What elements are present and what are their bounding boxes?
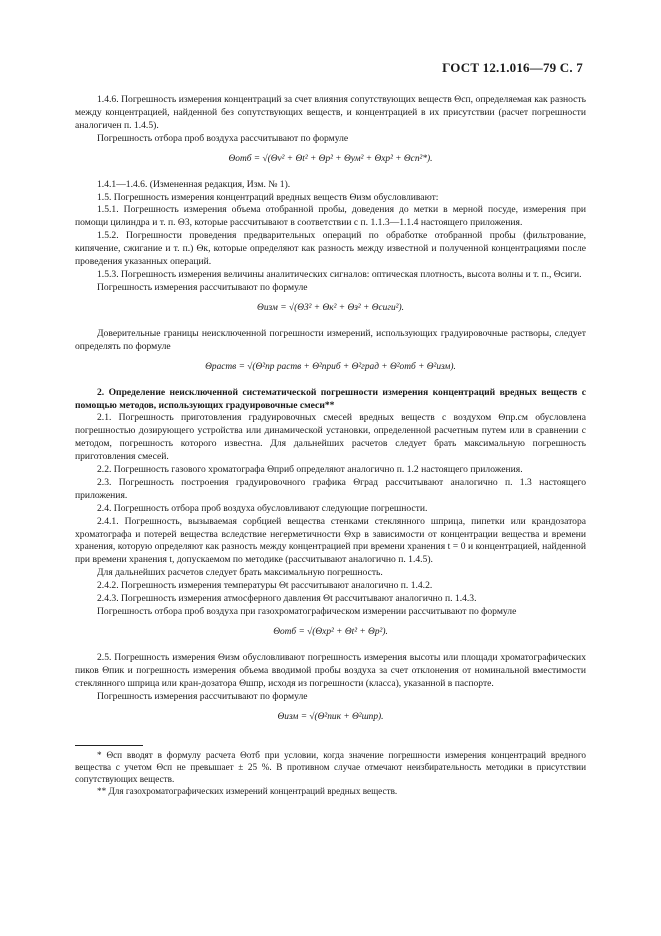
formula-solution-error: Θраств = √(Θ²пр раств + Θ²приб + Θ²град + Θ²отб + Θ²изм).	[205, 361, 456, 372]
section-2-heading: 2. Определение неисключенной систематической погрешности измерения концентраций вредных веществ с помощью методов, использующих градуировочные смеси**	[75, 386, 586, 411]
para-2-4-2: 2.4.2. Погрешность измерения температуры Θt рассчитывают аналогично п. 1.4.2.	[97, 580, 433, 592]
formula-gc-measurement-error: Θизм = √(Θ²пик + Θ²шпр).	[277, 711, 384, 722]
formula-gc-sampling-error: Θотб = √(Θхр² + Θt² + Θр²).	[273, 626, 388, 637]
footnote-2: ** Для газохроматографических измерений концентраций вредных веществ.	[97, 786, 398, 797]
para-2-4-1: 2.4.1. Погрешность, вызываемая сорбцией вещества стенками стеклянного шприца, пипетки или крандозатора хроматографа и потерей вещества вследствие негерметичности Θхр в зависимости от концентрации вещества и времени хранения, которую определяют как разность между концентрацией при времени хранения t = 0 и концентрацией, найденной при времени хранения t, допускаемом по методике (рассчитывают аналогично п. 1.4.5).	[75, 515, 586, 566]
para-sampling-formula-intro: Погрешность отбора проб воздуха рассчитывают по формуле	[97, 132, 349, 144]
para-2-1: 2.1. Погрешность приготовления градуировочных смесей вредных веществ с воздухом Θпр.см обусловлена погрешностью дозирующего устройства или динамической установки, определенной расчетным путем или в сравнении с методом, погрешность которого известна. Для дальнейших расчетов следует брать максимальную погрешность приготовления смесей.	[75, 412, 586, 463]
para-confidence-bounds: Доверительные границы неисключенной погрешности измерений, использующих градуировочные растворы, следует определять по формуле	[75, 327, 586, 352]
para-measure-formula-intro-2: Погрешность измерения рассчитывают по формуле	[97, 690, 308, 702]
footnote-separator	[75, 745, 143, 746]
para-2-4: 2.4. Погрешность отбора проб воздуха обусловливают следующие погрешности.	[97, 502, 428, 514]
footnote-1: * Θсп вводят в формулу расчета Θотб при условии, когда значение погрешности измерения концентраций вредного вещества с учетом Θсп не превышает ± 25 %. В противном случае отмечают неизбирательность методики в присутствии сопутствующих веществ.	[75, 749, 586, 784]
footnotes	[75, 749, 586, 798]
para-2-2: 2.2. Погрешность газового хроматографа Θприб определяют аналогично п. 1.2 настоящего приложения.	[97, 464, 523, 476]
para-revision-note: 1.4.1—1.4.6. (Измененная редакция, Изм. № 1).	[97, 178, 291, 190]
document-body	[75, 94, 586, 797]
para-1-5-2: 1.5.2. Погрешности проведения предварительных операций по обработке отобранной пробы (фильтрование, кипячение, сжигание и т. п.) Θк, которые определяют как разность между известной и полученной концентрациями после проведения указанных операций.	[75, 230, 586, 268]
para-1-4-6: 1.4.6. Погрешность измерения концентраций за счет влияния сопутствующих веществ Θсп, определяемая как разность между концентрацией, найденной без сопутствующих веществ, и концентрацией в их присутствии (расчет погрешности аналогичен п. 1.4.5).	[75, 94, 586, 131]
para-1-5-3: 1.5.3. Погрешность измерения величины аналитических сигналов: оптическая плотность, высота волны и т. п., Θсиги.	[97, 268, 582, 280]
para-2-3: 2.3. Погрешность построения градуировочного графика Θград рассчитывают аналогично п. 1.3 настоящего приложения.	[75, 476, 586, 501]
para-1-5: 1.5. Погрешность измерения концентраций вредных веществ Θизм обусловливают:	[97, 191, 439, 203]
formula-sampling-error: Θотб = √(Θv² + Θt² + Θр² + Θум² + Θхр² + Θсп²*).	[228, 153, 433, 164]
para-measure-formula-intro: Погрешность измерения рассчитывают по формуле	[97, 281, 308, 293]
para-1-5-1: 1.5.1. Погрешность измерения объема отобранной пробы, доведения до метки в мерной посуде, измерения при помощи цилиндра и т. п. Θ3, которые рассчитывают в соответствии с п. 1.1.3—1.1.4 настоящего приложения.	[75, 204, 586, 229]
para-2-5: 2.5. Погрешность измерения Θизм обусловливают погрешность измерения высоты или площади хроматографических пиков Θпик и погрешность измерения объема вводимой пробы воздуха за счет отклонения от номинальной вместимости стеклянного шприца или кран-дозатора Θшпр, исходя из погрешности (класса), указанной в паспорте.	[75, 651, 586, 689]
para-gc-formula-intro: Погрешность отбора проб воздуха при газохроматографическом измерении рассчитывают по формуле	[97, 606, 517, 617]
para-max-error-note: Для дальнейших расчетов следует брать максимальную погрешность.	[97, 567, 383, 579]
page-header: ГОСТ 12.1.016—79 С. 7	[442, 60, 583, 75]
para-2-4-3: 2.4.3. Погрешность измерения атмосферного давления Θt рассчитывают аналогично п. 1.4.3.	[97, 593, 477, 605]
formula-measurement-error: Θизм = √(Θ3² + Θк² + Θз² + Θсиги²).	[257, 302, 404, 313]
